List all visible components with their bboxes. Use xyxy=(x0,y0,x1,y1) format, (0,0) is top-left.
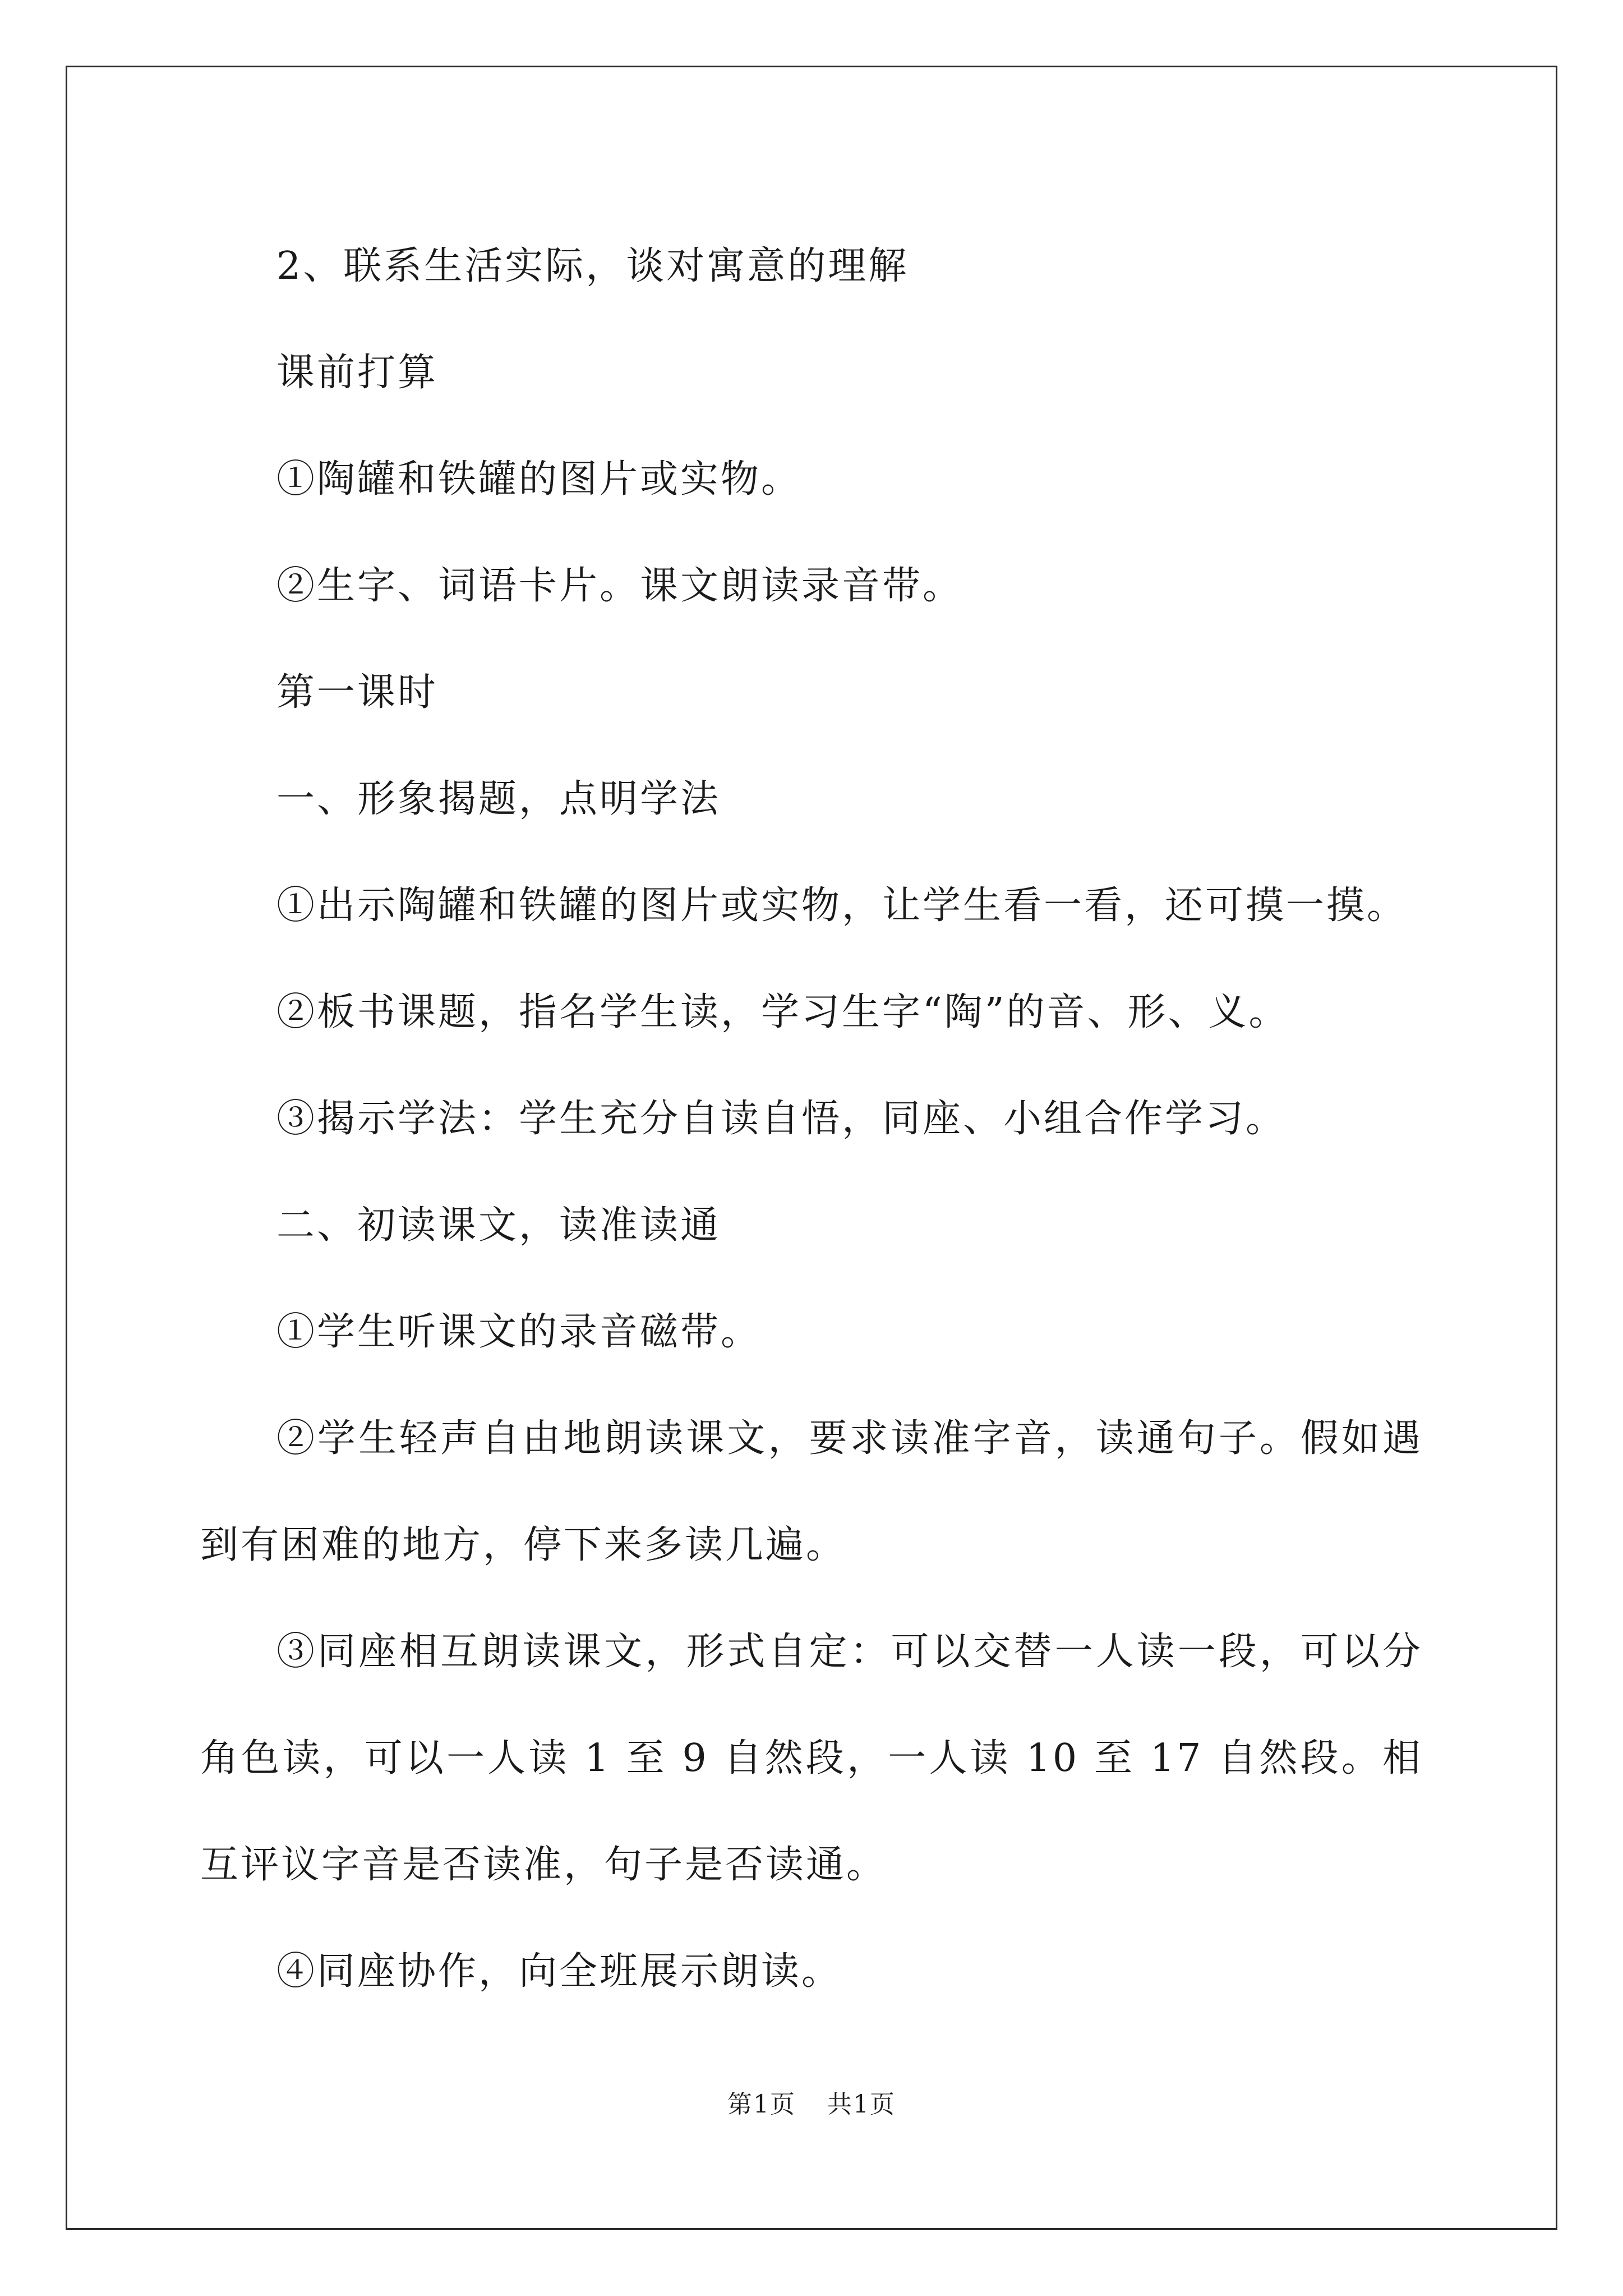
heading-section-1: 一、形象揭题，点明学法 xyxy=(276,777,721,821)
page-number-current: 第1页 xyxy=(727,2090,796,2119)
paragraph-step-2-2: ②学生轻声自由地朗读课文，要求读准字音，读通句子。假如遇到有困难的地方，停下来多读几遍。 xyxy=(200,1416,1423,1567)
paragraph-step-1-2: ②板书课题，指名学生读，学习生字“陶”的音、形、义。 xyxy=(276,990,1289,1034)
paragraph-step-1-1: ①出示陶罐和铁罐的图片或实物，让学生看一看，还可摸一摸。 xyxy=(276,884,1408,928)
paragraph-prep-1: ①陶罐和铁罐的图片或实物。 xyxy=(276,457,802,501)
heading-section-2: 二、初读课文，读准读通 xyxy=(276,1203,721,1248)
paragraph-objective-2: 2、联系生活实际，谈对寓意的理解 xyxy=(276,244,909,288)
paragraph-step-1-3: ③揭示学法：学生充分自读自悟，同座、小组合作学习。 xyxy=(276,1097,1287,1141)
paragraph-step-2-3: ③同座相互朗读课文，形式自定：可以交替一人读一段，可以分角色读，可以一人读 1 至 9 自然段，一人读 10 至 17 自然段。相互评议字音是否读准，句子是否读通。 xyxy=(200,1630,1423,1887)
heading-first-lesson: 第一课时 xyxy=(276,670,439,715)
paragraph-prep-2: ②生字、词语卡片。课文朗读录音带。 xyxy=(276,564,963,608)
page-number-total: 共1页 xyxy=(827,2090,896,2119)
page-footer xyxy=(0,2084,1623,2120)
heading-preparation: 课前打算 xyxy=(276,351,439,395)
paragraph-step-2-1: ①学生听课文的录音磁带。 xyxy=(276,1310,762,1354)
paragraph-step-2-4: ④同座协作，向全班展示朗读。 xyxy=(276,1949,842,1994)
document-body xyxy=(200,213,1423,2025)
